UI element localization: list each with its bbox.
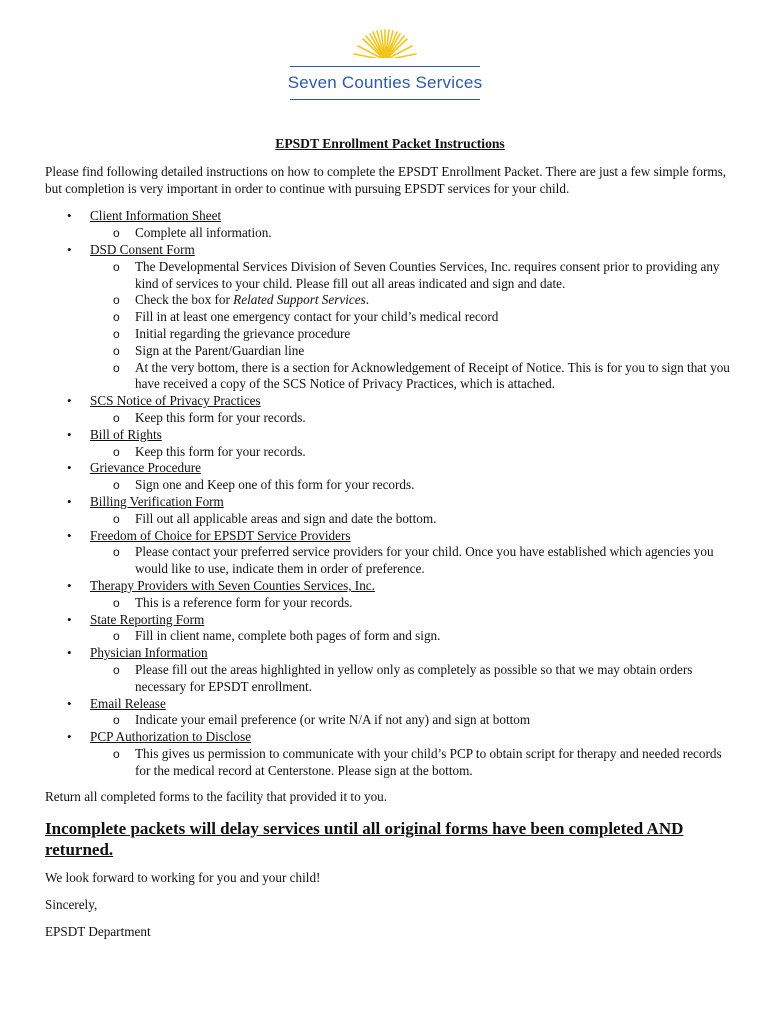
sub-list: [90, 444, 735, 461]
form-item-title: Bill of Rights: [90, 426, 162, 442]
sub-list: [90, 712, 735, 729]
list-item: [45, 578, 735, 612]
sub-list: [90, 595, 735, 612]
logo: [0, 28, 770, 100]
sub-list-item: o Fill out all applicable areas and sign and date the bottom.: [90, 511, 735, 528]
logo-rule-bottom: [290, 99, 480, 100]
form-item-title: Billing Verification Form: [90, 493, 224, 509]
document-title: EPSDT Enrollment Packet Instructions: [275, 136, 505, 151]
form-item-title: Grievance Procedure: [90, 460, 201, 476]
form-item-title: Freedom of Choice for EPSDT Service Providers: [90, 527, 351, 543]
sub-list-item: o This gives us permission to communicate with your child’s PCP to obtain script for therapy and needed records for the medical record at Centerstone. Please sign at the bottom.: [90, 746, 735, 780]
sub-list-item: o Fill in client name, complete both pages of form and sign.: [90, 628, 735, 645]
sub-list-item: o Sign at the Parent/Guardian line: [90, 343, 735, 360]
sun-icon: [350, 28, 420, 62]
list-item: [45, 696, 735, 730]
list-item: [45, 393, 735, 427]
form-item-title: Physician Information: [90, 645, 208, 661]
list-item: [45, 494, 735, 528]
sub-list-item: o Please contact your preferred service providers for your child. Once you have established which agencies you would like to use, indicate them in order of preference.: [90, 544, 735, 578]
sub-list: [90, 410, 735, 427]
sub-list-item: o Indicate your email preference (or write N/A if not any) and sign at bottom: [90, 712, 735, 729]
sub-list: [90, 628, 735, 645]
department-text: EPSDT Department: [45, 923, 151, 939]
sub-list: [90, 259, 735, 393]
sub-list-item: o The Developmental Services Division of Seven Counties Services, Inc. requires consent prior to providing any kind of services to your child. Please fill out all areas indicated and sign and date.: [90, 259, 735, 293]
sub-list: [90, 511, 735, 528]
sub-list-item: o This is a reference form for your records.: [90, 595, 735, 612]
sub-list-item: o At the very bottom, there is a section for Acknowledgement of Receipt of Notice. This is for you to sign that you have received a copy of the SCS Notice of Privacy Practices, which is attached.: [90, 360, 735, 394]
sub-list: [90, 746, 735, 780]
list-item: [45, 208, 735, 242]
list-item: [45, 528, 735, 578]
form-item-title: State Reporting Form: [90, 611, 205, 627]
sub-list: [90, 477, 735, 494]
sub-list: [90, 662, 735, 696]
list-item: [45, 612, 735, 646]
form-item-title: Therapy Providers with Seven Counties Services, Inc.: [90, 577, 375, 593]
document-body: [45, 136, 735, 941]
sub-list-item: o Please fill out the areas highlighted in yellow only as completely as possible so that we may obtain orders necessary for EPSDT enrollment.: [90, 662, 735, 696]
sub-list-item: o Initial regarding the grievance procedure: [90, 326, 735, 343]
form-item-title: Client Information Sheet: [90, 208, 222, 224]
form-item-title: Email Release: [90, 695, 166, 711]
sub-list: [90, 544, 735, 578]
form-item-title: PCP Authorization to Disclose: [90, 729, 252, 745]
list-item: [45, 242, 735, 393]
closing-text: We look forward to working for you and your child!: [45, 870, 321, 886]
list-item: [45, 427, 735, 461]
sub-list-item: o Keep this form for your records.: [90, 410, 735, 427]
logo-rule-top: [290, 66, 480, 67]
list-item: [45, 460, 735, 494]
sub-list-item: o Complete all information.: [90, 225, 735, 242]
logo-org-name: Seven Counties Services: [287, 73, 483, 92]
sub-list-item: o Keep this form for your records.: [90, 444, 735, 461]
return-instruction: Return all completed forms to the facility that provided it to you.: [45, 789, 388, 805]
form-item-title: DSD Consent Form: [90, 241, 195, 257]
sub-list-item: o Sign one and Keep one of this form for your records.: [90, 477, 735, 494]
form-item-title: SCS Notice of Privacy Practices: [90, 393, 261, 409]
sub-list-item: o Check the box for Related Support Services.: [90, 292, 735, 309]
list-item: [45, 645, 735, 695]
sub-list-item: o Fill in at least one emergency contact for your child’s medical record: [90, 309, 735, 326]
signoff-text: Sincerely,: [45, 897, 98, 913]
intro-paragraph: Please find following detailed instructions on how to complete the EPSDT Enrollment Packet. There are just a few simple forms, but completion is very important in order to continue with pursuing EPSDT services for your child.: [45, 163, 727, 196]
sub-list: [90, 225, 735, 242]
list-item: [45, 729, 735, 779]
form-list: [45, 208, 735, 779]
warning-text: Incomplete packets will delay services until all original forms have been completed AND returned.: [45, 819, 684, 860]
